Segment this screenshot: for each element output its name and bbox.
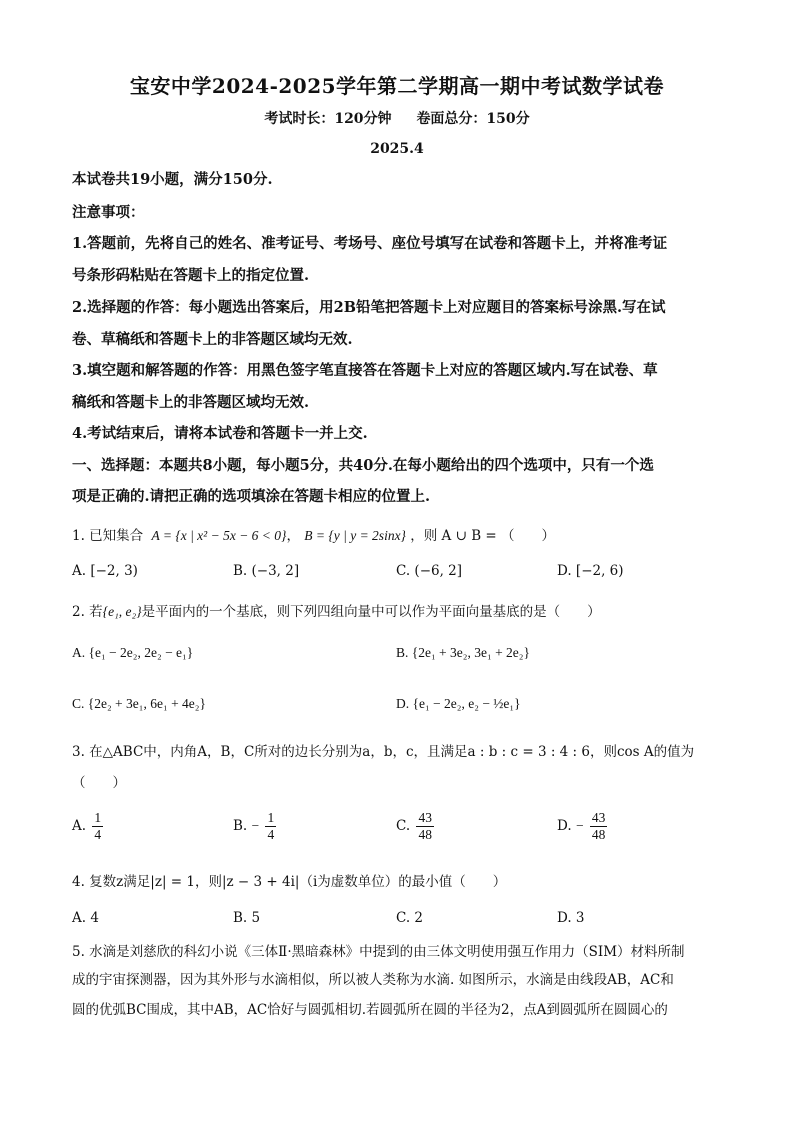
q2-option-b[interactable]: B. {2e₁ + 3e₂, 3e₁ + 2e₂}: [396, 645, 530, 660]
q3-option-a-numerator: 1: [94, 810, 102, 825]
q3-option-d-label: D.: [557, 818, 572, 834]
question-5-line3: 圆的优弧BC围成，其中AB，AC恰好与圆弧相切.若圆弧所在圆的半径为2，点A到圆弧所在圆圆心的: [72, 1002, 668, 1018]
q2-stem-suffix: 是平面内的一个基底，则下列四组向量中可以作为平面向量基底的是（ ）: [141, 604, 601, 620]
notes-item3-line2: 稿纸和答题卡上的非答题区域均无效.: [72, 394, 310, 411]
question-5-line2: 成的宇宙探测器，因为其外形与水滴相似，所以被人类称为水滴. 如图所示，水滴是由线段AB，AC和: [72, 972, 674, 988]
q3-option-c-fraction: [416, 810, 434, 843]
q3-option-b-fraction: [265, 810, 276, 843]
q2-option-a[interactable]: A. {e₁ − 2e₂, 2e₂ − e₁}: [72, 645, 194, 660]
q3-option-a-denominator: 4: [94, 827, 102, 842]
q3-option-d-sign: −: [575, 818, 584, 833]
question-3-stem-line2: （ ）: [72, 775, 126, 791]
exam-date: 2025.4: [370, 141, 424, 157]
q3-option-d-denominator: 48: [591, 827, 606, 842]
q3-option-a-label: A.: [72, 818, 87, 834]
q1-option-d[interactable]: D. [−2, 6): [557, 563, 624, 579]
q2-option-c[interactable]: C. {2e₂ + 3e₁, 6e₁ + 4e₂}: [72, 696, 206, 711]
question-5-line1: 5. 水滴是刘慈欣的科幻小说《三体Ⅱ·黑暗森林》中提到的由三体文明使用强互作用力（SIM）材料所制: [72, 944, 685, 960]
notes-heading: 注意事项：: [72, 204, 145, 221]
q1-option-c[interactable]: C. (−6, 2]: [396, 563, 463, 579]
q3-option-c-numerator: 43: [418, 810, 432, 825]
q3-option-c[interactable]: [396, 810, 436, 843]
q2-basis: {e₁, e₂}: [102, 604, 142, 619]
q1-set-b: B = {y | y = 2sinx}: [304, 528, 406, 543]
question-4-stem: 4. 复数z满足|z| = 1，则|z − 3 + 4i|（i为虚数单位）的最小值（ ）: [72, 874, 507, 890]
q3-option-a-fraction: [92, 810, 103, 843]
question-1-stem: 1. 已知集合 A = {x | x² − 5x − 6 < 0}， B = {y | y = 2sinx} ，则 A ∪ B = （ ）: [72, 528, 556, 544]
q4-option-c[interactable]: C. 2: [396, 910, 424, 926]
q3-option-d-numerator: 43: [591, 810, 606, 825]
notes-item2-line1: 2.选择题的作答：每小题选出答案后，用2B铅笔把答题卡上对应题目的答案标号涂黑.写在试: [72, 299, 666, 316]
q2-stem-prefix: 2. 若: [72, 604, 103, 620]
exam-meta: [0, 108, 794, 128]
q3-option-d[interactable]: [557, 810, 609, 843]
notes-item2-line2: 卷、草稿纸和答题卡上的非答题区域均无效.: [72, 331, 353, 348]
q3-option-c-label: C.: [396, 818, 411, 834]
q1-option-b[interactable]: B. (−3, 2]: [233, 563, 300, 579]
q4-option-b[interactable]: B. 5: [233, 910, 261, 926]
q2-option-d[interactable]: D. {e₁ − 2e₂, e₂ − ½e₁}: [396, 696, 521, 711]
q3-option-b[interactable]: [233, 810, 278, 843]
q4-option-d[interactable]: D. 3: [557, 910, 585, 926]
q3-option-b-label: B.: [233, 818, 248, 834]
q1-stem-suffix: ，则 A ∪ B = （ ）: [410, 528, 556, 544]
exam-title: 宝安中学2024-2025学年第二学期高一期中考试数学试卷: [129, 74, 665, 98]
q4-option-a[interactable]: A. 4: [72, 910, 99, 926]
exam-duration: 考试时长：120分钟: [264, 111, 392, 127]
exam-total-score: 卷面总分：150分: [416, 111, 530, 127]
q3-option-c-denominator: 48: [418, 827, 432, 842]
q1-stem-prefix: 1. 已知集合: [72, 528, 144, 544]
section1-line2: 项是正确的.请把正确的选项填涂在答题卡相应的位置上.: [72, 488, 431, 505]
question-3-stem: 3. 在△ABC中，内角A，B，C所对的边长分别为a，b，c，且满足a : b : c = 3 : 4 : 6，则cos A的值为: [72, 744, 695, 760]
section1-line1: 一、选择题：本题共8小题，每小题5分，共40分.在每小题给出的四个选项中，只有一个选: [72, 457, 654, 474]
notes-intro: 本试卷共19小题，满分150分.: [72, 171, 273, 188]
q1-set-a: A = {x | x² − 5x − 6 < 0}: [151, 528, 287, 543]
q3-option-d-fraction: [590, 810, 608, 843]
q1-option-a[interactable]: A. [−2, 3): [72, 563, 138, 579]
notes-item4: 4.考试结束后，请将本试卷和答题卡一并上交.: [72, 425, 368, 442]
q3-option-a[interactable]: [72, 810, 105, 843]
notes-item3-line1: 3.填空题和解答题的作答：用黑色签字笔直接答在答题卡上对应的答题区域内.写在试卷、草: [72, 362, 658, 379]
notes-item1-line2: 号条形码粘贴在答题卡上的指定位置.: [72, 267, 310, 284]
q3-option-b-numerator: 1: [267, 810, 275, 825]
question-2-stem: [72, 598, 724, 626]
q3-option-b-sign: −: [251, 818, 260, 833]
notes-item1-line1: 1.答题前，先将自己的姓名、准考证号、考场号、座位号填写在试卷和答题卡上，并将准考证: [72, 235, 668, 252]
q3-option-b-denominator: 4: [267, 827, 275, 842]
